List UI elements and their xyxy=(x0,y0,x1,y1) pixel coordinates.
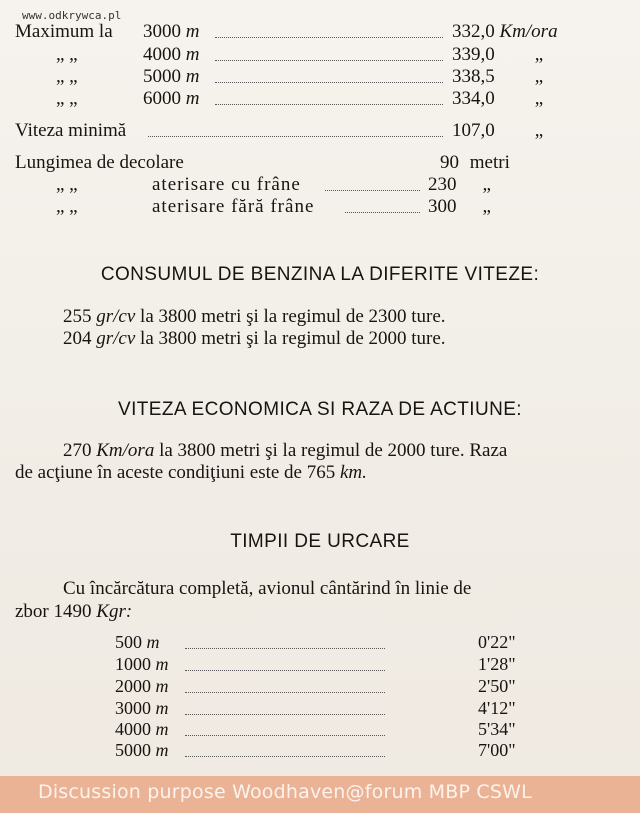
max-label: Maximum la xyxy=(15,21,113,42)
climb-row-alt: 500 m xyxy=(115,632,160,652)
landing-brakes-label: aterisare cu frâne xyxy=(152,174,301,195)
consum-line-2: 204 gr/cv la 3800 metri şi la regimul de 2000 ture. xyxy=(63,328,446,349)
perf-row-3-prefix: „ „ xyxy=(56,66,78,87)
takeoff-val: 90 metri xyxy=(440,152,510,173)
climb-row-alt: 3000 m xyxy=(115,698,169,718)
dot-leader xyxy=(325,190,420,191)
economica-line-2: de acţiune în aceste condiţiuni este de 765 km. xyxy=(15,462,367,483)
landing-brakes-prefix: „ „ xyxy=(56,174,78,195)
perf-row-4-prefix: „ „ xyxy=(56,88,78,109)
dot-leader xyxy=(185,670,385,671)
urcare-intro-1: Cu încărcătura completă, avionul cântărind în linie de xyxy=(63,578,472,599)
dot-leader xyxy=(215,60,443,61)
dot-leader xyxy=(215,82,443,83)
dot-leader xyxy=(185,714,385,715)
climb-row-alt: 4000 m xyxy=(115,719,169,739)
landing-nobrakes-prefix: „ „ xyxy=(56,196,78,217)
dot-leader xyxy=(148,136,443,137)
consum-title: CONSUMUL DE BENZINA LA DIFERITE VITEZE: xyxy=(100,264,540,285)
perf-row-2-prefix: „ „ xyxy=(56,44,78,65)
perf-row-1-alt: 3000 m xyxy=(143,21,200,42)
dot-leader xyxy=(185,692,385,693)
dot-leader xyxy=(345,212,420,213)
climb-row-time: 1'28" xyxy=(478,654,516,674)
landing-nobrakes-val: 300 „ xyxy=(428,196,491,217)
landing-nobrakes-label: aterisare fără frâne xyxy=(152,196,315,217)
takeoff-label: Lungimea de decolare xyxy=(15,152,184,173)
landing-brakes-val: 230 „ xyxy=(428,174,491,195)
perf-row-4-val: 334,0 „ xyxy=(452,88,544,109)
economica-line-1: 270 Km/ora la 3800 metri şi la regimul de 2000 ture. Raza xyxy=(63,440,508,461)
dot-leader xyxy=(185,735,385,736)
dot-leader xyxy=(185,756,385,757)
climb-row-alt: 1000 m xyxy=(115,654,169,674)
climb-row-time: 2'50" xyxy=(478,676,516,696)
perf-row-2-alt: 4000 m xyxy=(143,44,200,65)
dot-leader xyxy=(185,648,385,649)
perf-row-3-alt: 5000 m xyxy=(143,66,200,87)
urcare-intro-2: zbor 1490 Kgr: xyxy=(15,601,133,622)
climb-row-time: 4'12" xyxy=(478,698,516,718)
perf-row-3-val: 338,5 „ xyxy=(452,66,544,87)
perf-row-1-val: 332,0 Km/ora xyxy=(452,21,558,42)
climb-row-time: 7'00" xyxy=(478,740,516,760)
dot-leader xyxy=(215,37,443,38)
consum-line-1: 255 gr/cv la 3800 metri şi la regimul de 2300 ture. xyxy=(63,306,446,327)
footer-watermark-band xyxy=(0,776,640,813)
min-speed-val: 107,0 „ xyxy=(452,120,544,141)
perf-row-4-alt: 6000 m xyxy=(143,88,200,109)
urcare-title: TIMPII DE URCARE xyxy=(230,531,410,552)
min-speed-label: Viteza minimă xyxy=(15,120,127,141)
climb-row-alt: 5000 m xyxy=(115,740,169,760)
climb-row-alt: 2000 m xyxy=(115,676,169,696)
climb-row-time: 5'34" xyxy=(478,719,516,739)
perf-row-2-val: 339,0 „ xyxy=(452,44,544,65)
watermark-top: www.odkrywca.pl xyxy=(22,9,122,22)
climb-row-time: 0'22" xyxy=(478,632,516,652)
economica-title: VITEZA ECONOMICA SI RAZA DE ACTIUNE: xyxy=(118,399,522,420)
footer-watermark-text: Discussion purpose Woodhaven@forum MBP CSWL xyxy=(38,781,532,803)
dot-leader xyxy=(215,104,443,105)
